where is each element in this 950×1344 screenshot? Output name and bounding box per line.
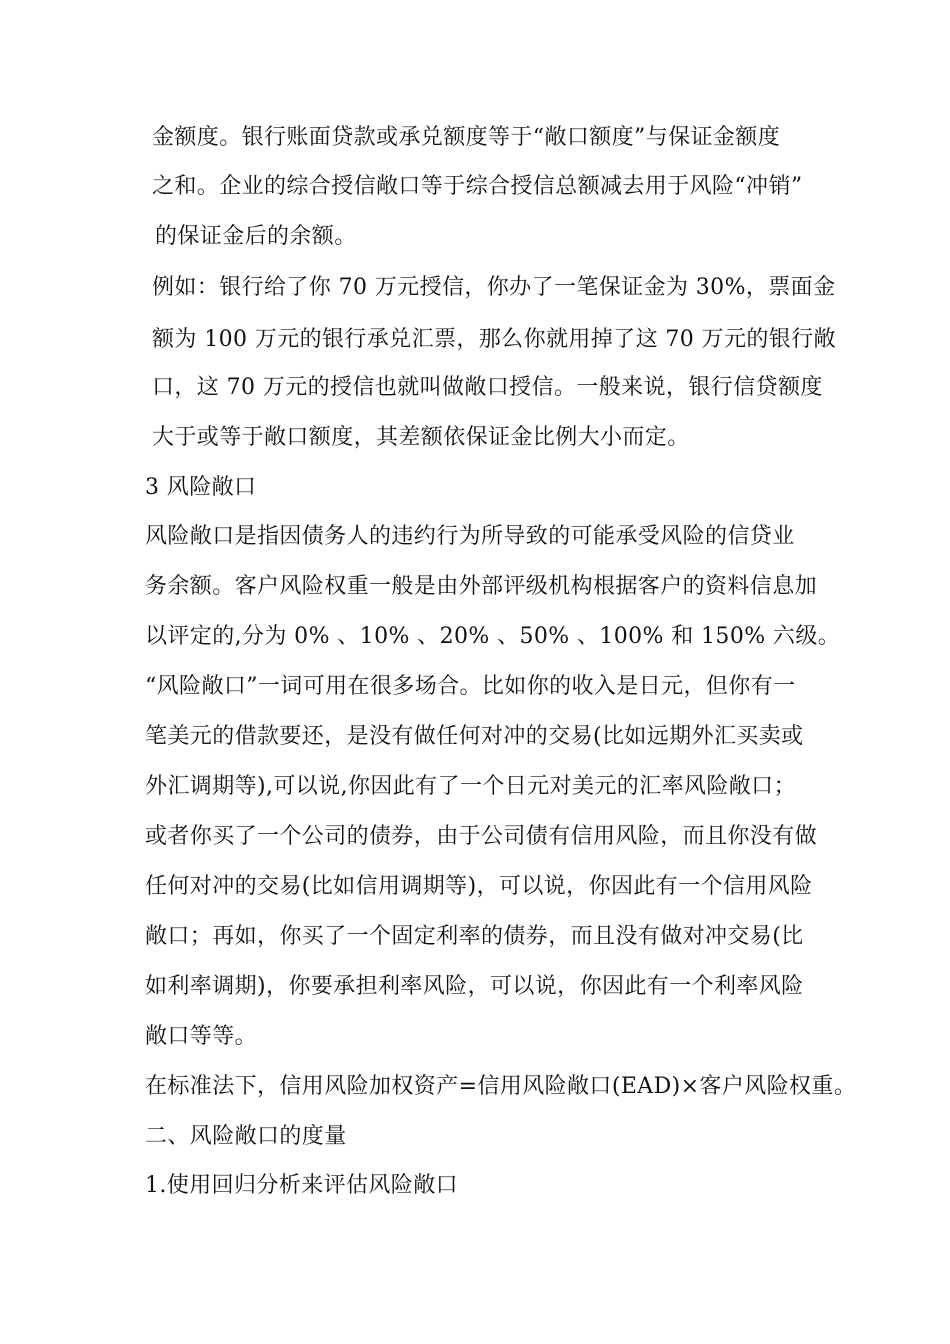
paragraph-line: 风险敞口是指因债务人的违约行为所导致的可能承受风险的信贷业 [145,524,795,549]
paragraph-line: 任何对冲的交易(比如信用调期等)，可以说，你因此有一个信用风险 [145,874,813,899]
paragraph-line: 大于或等于敞口额度，其差额依保证金比例大小而定。 [152,425,690,450]
formula-line: 在标准法下，信用风险加权资产=信用风险敞口(EAD)×客户风险权重。 [145,1074,857,1099]
paragraph-line: 或者你买了一个公司的债券，由于公司债有信用风险，而且你没有做 [145,824,818,849]
paragraph-line: 务余额。客户风险权重一般是由外部评级机构根据客户的资料信息加 [145,574,818,599]
paragraph-line: 之和。企业的综合授信敞口等于综合授信总额减去用于风险“冲销” [152,174,803,199]
paragraph-line: 敞口；再如，你买了一个固定利率的债券，而且没有做对冲交易(比 [145,924,804,949]
paragraph-line: 敞口等等。 [145,1024,258,1049]
section-heading: 3 风险敞口 [145,475,257,500]
paragraph-line: 以评定的,分为 0% 、10% 、20% 、50% 、100% 和 150% 六级。 [145,624,841,649]
paragraph-line: “风险敞口”一词可用在很多场合。比如你的收入是日元，但你有一 [145,674,796,699]
paragraph-line: 如利率调期)，你要承担利率风险，可以说，你因此有一个利率风险 [145,974,804,999]
paragraph-line: 外汇调期等),可以说,你因此有了一个日元对美元的汇率风险敞口； [145,774,796,799]
paragraph-line: 口，这 70 万元的授信也就叫做敞口授信。一般来说，银行信贷额度 [152,375,823,400]
paragraph-line: 金额度。银行账面贷款或承兑额度等于“敞口额度”与保证金额度 [152,125,781,150]
paragraph-line: 例如：银行给了你 70 万元授信，你办了一笔保证金为 30%，票面金 [152,275,836,300]
subsection-heading: 1.使用回归分析来评估风险敞口 [145,1173,458,1198]
paragraph-line: 额为 100 万元的银行承兑汇票，那么你就用掉了这 70 万元的银行敞 [152,327,836,352]
paragraph-line: 的保证金后的余额。 [155,224,357,249]
paragraph-line: 笔美元的借款要还，是没有做任何对冲的交易(比如远期外汇买卖或 [145,724,804,749]
section-heading: 二、风险敞口的度量 [145,1124,347,1149]
